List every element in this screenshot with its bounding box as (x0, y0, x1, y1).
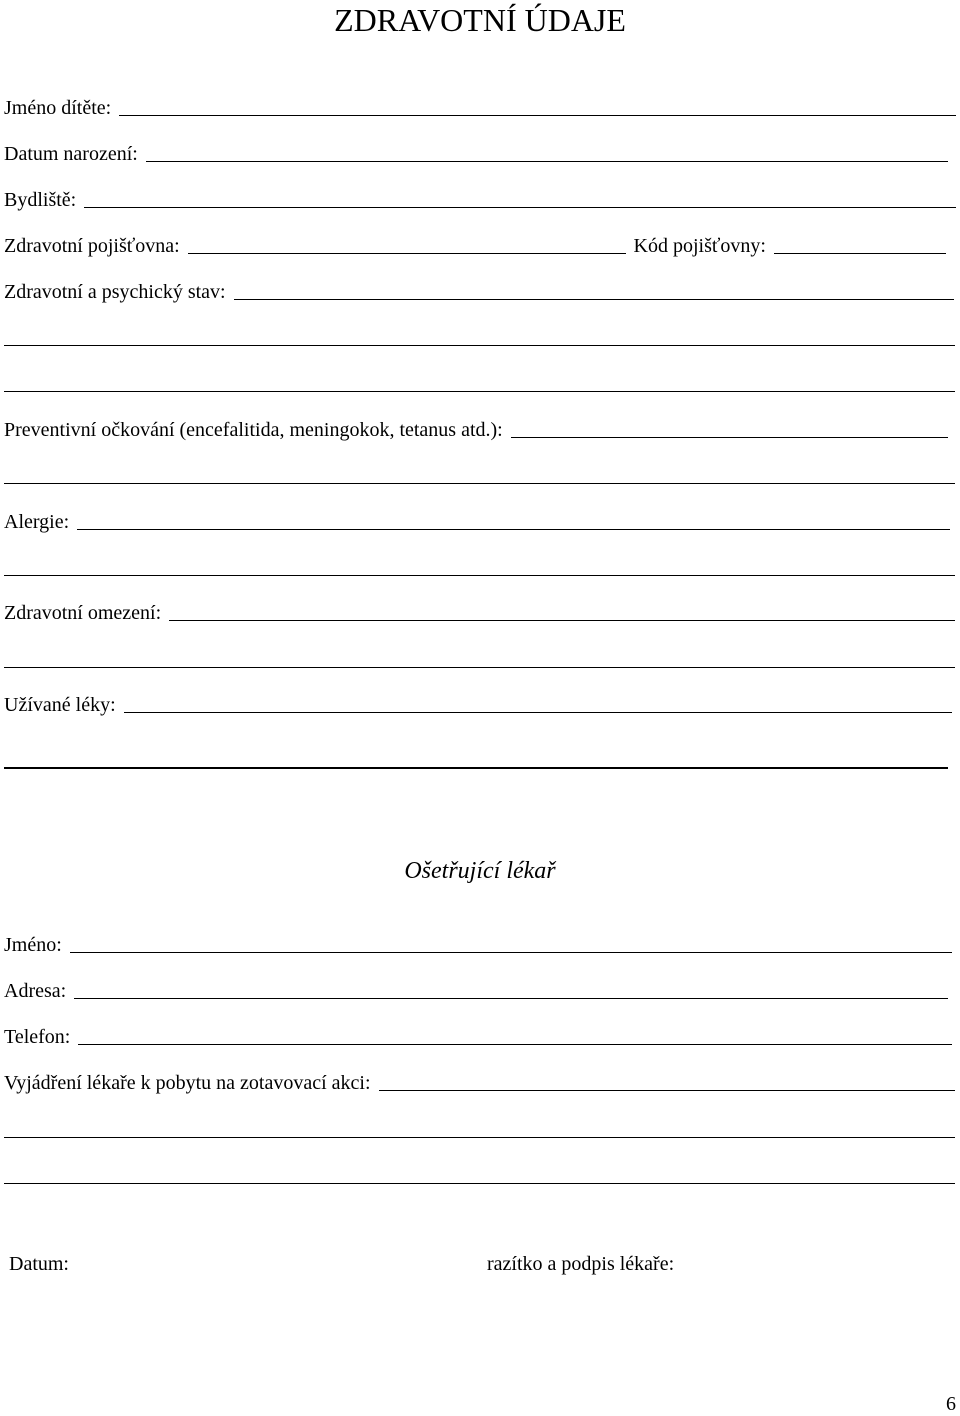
insurer-row (4, 230, 946, 258)
health-state-field[interactable] (234, 299, 954, 300)
residence-label: Bydliště: (4, 189, 77, 211)
vaccination-field[interactable] (511, 437, 948, 438)
restrictions-row (4, 597, 955, 625)
allergy-label: Alergie: (4, 511, 70, 533)
insurer-code-field[interactable] (774, 253, 946, 254)
restrictions-label: Zdravotní omezení: (4, 602, 162, 624)
doctor-phone-label: Telefon: (4, 1026, 71, 1048)
page-number: 6 (946, 1393, 956, 1415)
doctor-address-label: Adresa: (4, 980, 67, 1002)
insurer-field[interactable] (188, 253, 626, 254)
restrictions-extra-line[interactable] (4, 667, 955, 668)
insurer-label: Zdravotní pojišťovna: (4, 235, 180, 257)
allergy-field[interactable] (77, 529, 950, 530)
vaccination-row (4, 414, 948, 442)
doctor-statement-field[interactable] (379, 1090, 955, 1091)
vaccination-extra-line[interactable] (4, 483, 955, 484)
birth-date-field[interactable] (146, 161, 948, 162)
doctor-name-field[interactable] (70, 952, 952, 953)
medication-label: Užívané léky: (4, 694, 116, 716)
vaccination-label: Preventivní očkování (encefalitida, meningokok, tetanus atd.): (4, 419, 503, 441)
residence-row (4, 184, 956, 212)
date-label: Datum: (9, 1253, 69, 1275)
doctor-section-heading: Ošetřující lékař (404, 858, 556, 884)
child-name-field[interactable] (119, 115, 956, 116)
birth-date-row (4, 138, 948, 166)
medication-row (4, 689, 952, 717)
child-name-label: Jméno dítěte: (4, 97, 112, 119)
health-state-extra-line-1[interactable] (4, 345, 955, 346)
doctor-name-row (4, 929, 952, 957)
health-state-row (4, 276, 954, 304)
child-name-row (4, 92, 956, 120)
restrictions-field[interactable] (169, 620, 955, 621)
medication-extra-line[interactable] (4, 767, 948, 769)
page-title: ZDRAVOTNÍ ÚDAJE (334, 2, 626, 38)
doctor-phone-row (4, 1021, 952, 1049)
doctor-name-label: Jméno: (4, 934, 62, 956)
medication-field[interactable] (124, 712, 952, 713)
doctor-statement-extra-line-2[interactable] (4, 1183, 955, 1184)
insurer-code-label: Kód pojišťovny: (633, 235, 766, 257)
doctor-statement-label: Vyjádření lékaře k pobytu na zotavovací akci: (4, 1072, 371, 1094)
health-state-label: Zdravotní a psychický stav: (4, 281, 226, 303)
stamp-signature-label: razítko a podpis lékaře: (487, 1253, 675, 1275)
doctor-statement-extra-line-1[interactable] (4, 1137, 955, 1138)
doctor-phone-field[interactable] (78, 1044, 952, 1045)
doctor-address-row (4, 975, 948, 1003)
doctor-address-field[interactable] (74, 998, 948, 999)
residence-field[interactable] (84, 207, 956, 208)
doctor-statement-row (4, 1067, 955, 1095)
allergy-extra-line[interactable] (4, 575, 955, 576)
birth-date-label: Datum narození: (4, 143, 138, 165)
health-state-extra-line-2[interactable] (4, 391, 955, 392)
allergy-row (4, 506, 950, 534)
